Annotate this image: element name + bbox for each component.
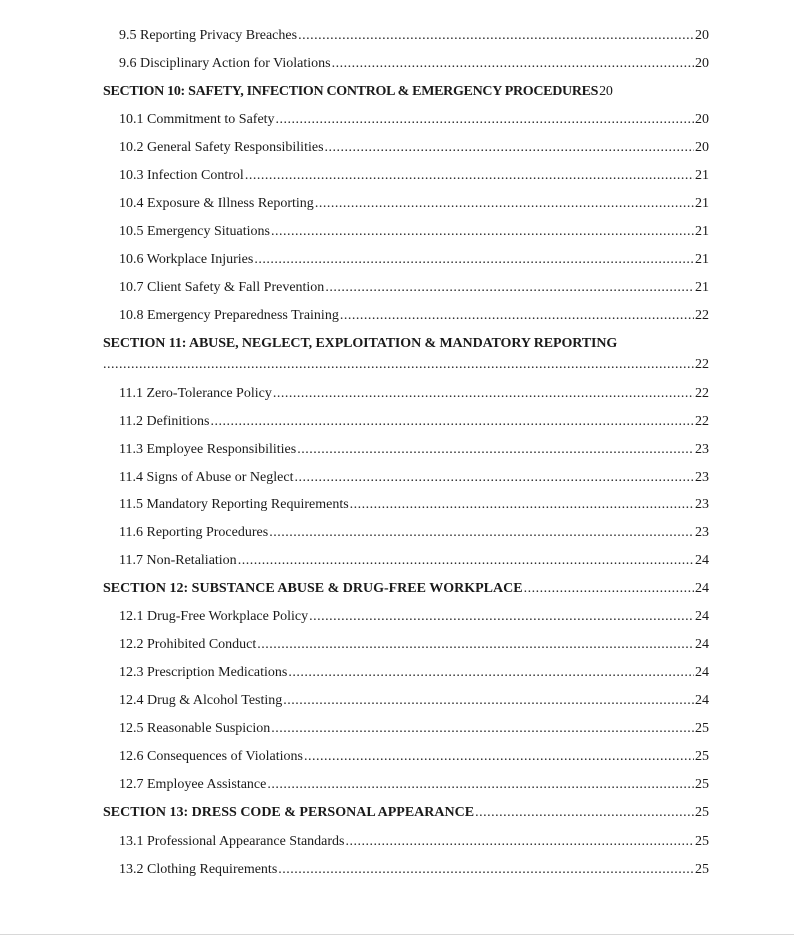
dot-leader — [309, 608, 694, 626]
dot-leader — [297, 441, 694, 459]
dot-leader — [325, 139, 694, 157]
toc-entry-title: 11.1 Zero-Tolerance Policy — [119, 386, 272, 401]
toc-entry[interactable] — [119, 55, 709, 73]
toc-entry[interactable] — [119, 413, 709, 431]
toc-page-number: 22 — [695, 414, 709, 429]
dot-leader — [288, 664, 694, 682]
dot-leader — [210, 413, 694, 431]
dot-leader — [269, 524, 694, 542]
toc-page-number: 20 — [695, 56, 709, 71]
dot-leader — [276, 111, 694, 129]
toc-entry-title: 11.2 Definitions — [119, 414, 210, 429]
toc-entry[interactable] — [119, 251, 709, 269]
toc-entry-title: 12.7 Employee Assistance — [119, 777, 267, 792]
toc-page-number: 24 — [695, 581, 709, 596]
dot-leader — [278, 861, 694, 879]
dot-leader — [254, 251, 694, 269]
toc-entry[interactable] — [119, 279, 709, 297]
toc-entry[interactable] — [119, 111, 709, 129]
toc-page-number: 21 — [695, 168, 709, 183]
toc-entry-title: 10.4 Exposure & Illness Reporting — [119, 196, 314, 211]
dot-leader — [346, 833, 695, 851]
toc-section-heading[interactable] — [103, 804, 709, 822]
toc-section-title: SECTION 10: SAFETY, INFECTION CONTROL & EMERGENCY PROCEDURES — [103, 84, 599, 99]
toc-page-number: 22 — [695, 308, 709, 323]
toc-page-number: 21 — [695, 252, 709, 267]
toc-entry[interactable] — [119, 385, 709, 403]
toc-section-heading[interactable] — [103, 580, 709, 598]
toc-entry[interactable] — [119, 195, 709, 213]
toc-entry-title: 10.8 Emergency Preparedness Training — [119, 308, 339, 323]
toc-entry-title: 10.1 Commitment to Safety — [119, 112, 275, 127]
toc-section-title: SECTION 12: SUBSTANCE ABUSE & DRUG-FREE WORKPLACE — [103, 581, 523, 596]
toc-entry-title: 12.2 Prohibited Conduct — [119, 637, 257, 652]
toc-entry[interactable] — [119, 223, 709, 241]
toc-page-number: 25 — [695, 805, 709, 820]
toc-page-number: 23 — [695, 470, 709, 485]
dot-leader — [475, 804, 694, 822]
toc-entry-title: 11.7 Non-Retaliation — [119, 553, 237, 568]
toc-entry[interactable] — [119, 664, 709, 682]
toc-entry-title: 11.3 Employee Responsibilities — [119, 442, 297, 457]
toc-entry-title: 12.3 Prescription Medications — [119, 665, 288, 680]
toc-entry-title: 10.6 Workplace Injuries — [119, 252, 254, 267]
toc-entry[interactable] — [119, 496, 709, 514]
dot-leader — [332, 55, 694, 73]
toc-section-continuation[interactable] — [103, 356, 709, 374]
toc-entry-title: 13.1 Professional Appearance Standards — [119, 834, 345, 849]
toc-page-number: 21 — [695, 280, 709, 295]
toc-section-title: SECTION 11: ABUSE, NEGLECT, EXPLOITATION & MANDATORY REPORTING — [103, 336, 618, 351]
toc-entry-title: 12.6 Consequences of Violations — [119, 749, 303, 764]
toc-entry[interactable] — [119, 636, 709, 654]
toc-entry[interactable] — [119, 469, 709, 487]
toc-entry[interactable] — [119, 833, 709, 851]
dot-leader — [350, 496, 694, 514]
toc-entry-title: 12.1 Drug-Free Workplace Policy — [119, 609, 309, 624]
toc-page-number: 25 — [695, 777, 709, 792]
dot-leader — [271, 223, 694, 241]
toc-page-number: 24 — [695, 553, 709, 568]
toc-page-number: 24 — [695, 665, 709, 680]
dot-leader — [315, 195, 694, 213]
toc-entry[interactable] — [119, 720, 709, 738]
dot-leader — [524, 580, 694, 598]
toc-page-number: 20 — [695, 140, 709, 155]
toc-page-number: 22 — [695, 357, 709, 372]
dot-leader — [298, 27, 694, 45]
toc-entry-title: 13.2 Clothing Requirements — [119, 862, 278, 877]
toc-page-number: 23 — [695, 497, 709, 512]
toc-entry[interactable] — [119, 167, 709, 185]
toc-page-number: 20 — [599, 84, 613, 99]
toc-page-number: 25 — [695, 834, 709, 849]
toc-page-number: 21 — [695, 224, 709, 239]
toc-page-number: 24 — [695, 637, 709, 652]
toc-entry[interactable] — [119, 524, 709, 542]
toc-entry-title: 11.6 Reporting Procedures — [119, 525, 269, 540]
toc-section-heading[interactable] — [103, 335, 709, 353]
toc-page-number: 24 — [695, 693, 709, 708]
toc-entry[interactable] — [119, 608, 709, 626]
toc-page-number: 20 — [695, 112, 709, 127]
toc-entry[interactable] — [119, 27, 709, 45]
toc-entry-title: 9.5 Reporting Privacy Breaches — [119, 28, 298, 43]
toc-entry-title: 10.5 Emergency Situations — [119, 224, 270, 239]
toc-entry[interactable] — [119, 307, 709, 325]
toc-page-number: 21 — [695, 196, 709, 211]
toc-entry[interactable] — [119, 139, 709, 157]
toc-entry-title: 12.5 Reasonable Suspicion — [119, 721, 271, 736]
toc-entry-title: 10.7 Client Safety & Fall Prevention — [119, 280, 325, 295]
toc-page-number: 24 — [695, 609, 709, 624]
toc-page-number: 23 — [695, 442, 709, 457]
toc-page-number: 25 — [695, 862, 709, 877]
toc-entry[interactable] — [119, 748, 709, 766]
dot-leader — [304, 748, 694, 766]
toc-page-number: 23 — [695, 525, 709, 540]
dot-leader — [103, 356, 694, 374]
dot-leader — [325, 279, 694, 297]
toc-entry-title: 11.4 Signs of Abuse or Neglect — [119, 470, 294, 485]
toc-entry[interactable] — [119, 692, 709, 710]
dot-leader — [283, 692, 694, 710]
dot-leader — [294, 469, 694, 487]
toc-page-number: 22 — [695, 386, 709, 401]
page-bottom-edge — [0, 934, 794, 935]
dot-leader — [257, 636, 694, 654]
toc-page-number: 25 — [695, 721, 709, 736]
toc-entry-title: 10.3 Infection Control — [119, 168, 244, 183]
toc-entry-title: 9.6 Disciplinary Action for Violations — [119, 56, 331, 71]
dot-leader — [238, 552, 694, 570]
dot-leader — [271, 720, 694, 738]
toc-entry[interactable] — [119, 441, 709, 459]
dot-leader — [273, 385, 694, 403]
toc-page-number: 20 — [695, 28, 709, 43]
dot-leader — [267, 776, 694, 794]
toc-entry-title: 10.2 General Safety Responsibilities — [119, 140, 324, 155]
toc-page-number: 25 — [695, 749, 709, 764]
toc-entry[interactable] — [119, 552, 709, 570]
dot-leader — [340, 307, 694, 325]
dot-leader — [245, 167, 694, 185]
toc-entry[interactable] — [119, 861, 709, 879]
toc-entry-title: 11.5 Mandatory Reporting Requirements — [119, 497, 349, 512]
toc-entry[interactable] — [119, 776, 709, 794]
toc-section-heading[interactable] — [103, 83, 709, 101]
toc-section-title: SECTION 13: DRESS CODE & PERSONAL APPEARANCE — [103, 805, 475, 820]
toc-entry-title: 12.4 Drug & Alcohol Testing — [119, 693, 283, 708]
